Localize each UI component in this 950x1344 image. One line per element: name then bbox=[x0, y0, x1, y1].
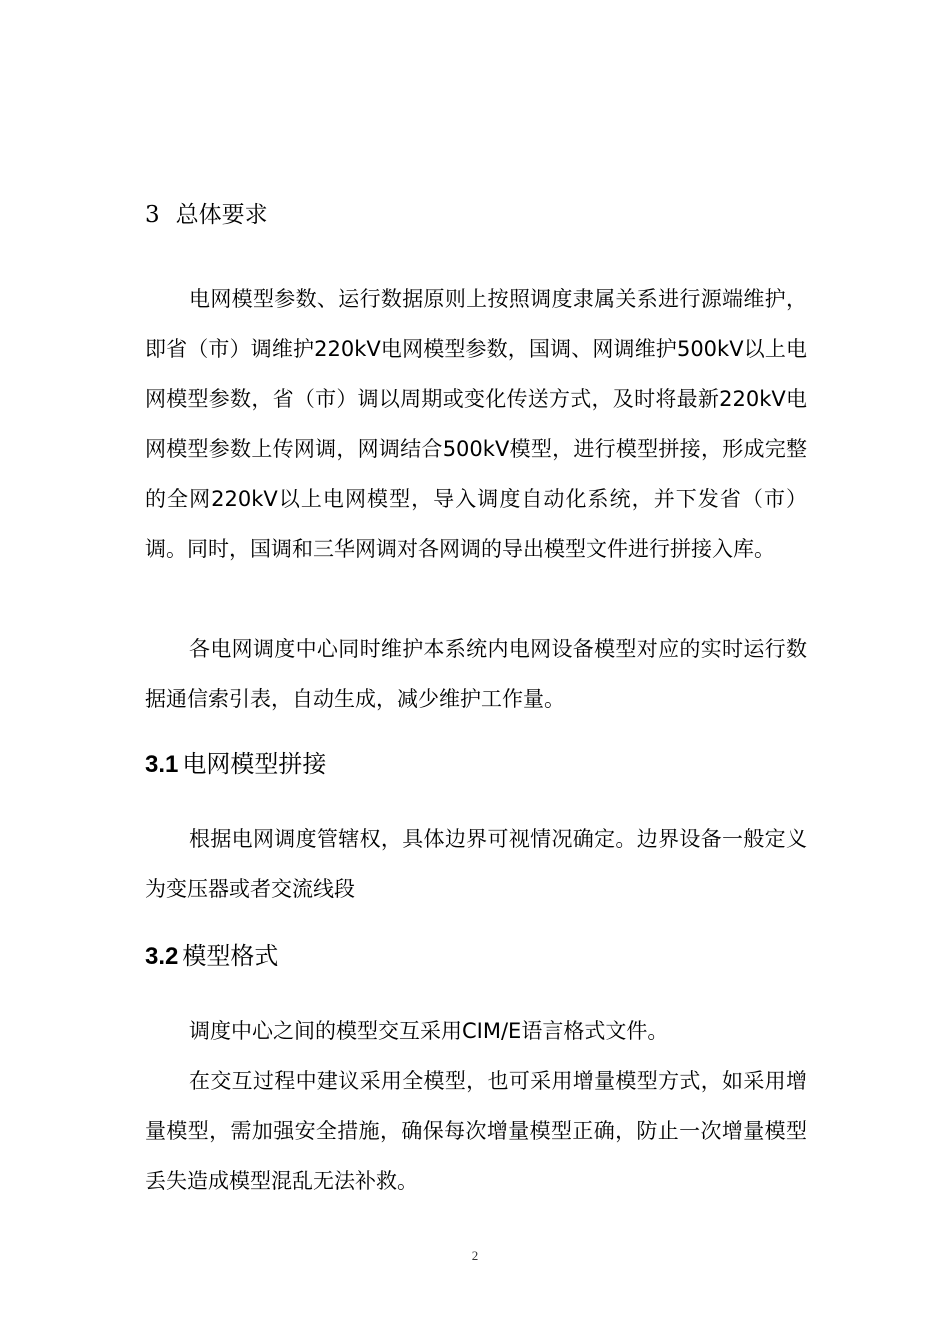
subsection-heading-3-1 bbox=[145, 746, 326, 783]
paragraph-model-maintenance: 电网模型参数、运行数据原则上按照调度隶属关系进行源端维护，即省（市）调维护220kV电网模型参数，国调、网调维护500kV以上电网模型参数，省（市）调以周期或变化传送方式，及时将最新220kV电网模型参数上传网调，网调结合500kV模型，进行模型拼接，形成完整的全网220kV以上电网模型，导入调度自动化系统，并下发省（市）调。同时，国调和三华网调对各网调的导出模型文件进行拼接入库。 bbox=[145, 287, 807, 561]
subsection-heading-3-2 bbox=[145, 938, 278, 975]
section-number: 3 bbox=[145, 202, 160, 228]
page-number: 2 bbox=[471, 1248, 479, 1263]
paragraph-data-index: 各电网调度中心同时维护本系统内电网设备模型对应的实时运行数据通信索引表，自动生成，减少维护工作量。 bbox=[145, 637, 807, 711]
subsection-title: 模型格式 bbox=[182, 942, 279, 970]
section-heading bbox=[145, 198, 268, 232]
subsection-number: 3.1 bbox=[145, 751, 179, 778]
paragraph-format: 调度中心之间的模型交互采用CIM/E语言格式文件。 bbox=[189, 1019, 669, 1043]
subsection-number: 3.2 bbox=[145, 943, 179, 970]
paragraph-boundary: 根据电网调度管辖权，具体边界可视情况确定。边界设备一般定义为变压器或者交流线段 bbox=[145, 827, 807, 901]
section-title: 总体要求 bbox=[175, 202, 268, 228]
paragraph-incremental-model: 在交互过程中建议采用全模型，也可采用增量模型方式，如采用增量模型，需加强安全措施，确保每次增量模型正确，防止一次增量模型丢失造成模型混乱无法补救。 bbox=[145, 1069, 807, 1193]
subsection-title: 电网模型拼接 bbox=[182, 750, 327, 778]
